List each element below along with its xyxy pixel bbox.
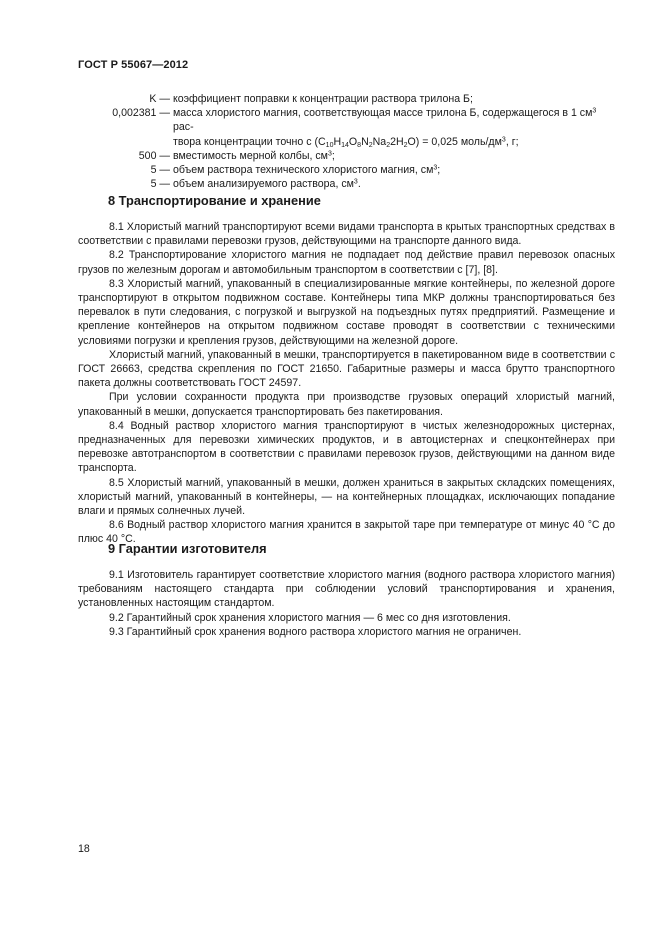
- legend-row-500: [78, 149, 608, 163]
- paragraph: При условии сохранности продукта при производстве грузовых операций хлористый магний, упакованный в мешки, допускается транспортировать без пакетирования.: [78, 391, 615, 418]
- paragraph: 9.2 Гарантийный срок хранения хлористого магния — 6 мес со дня изготовления.: [109, 611, 511, 624]
- legend-row-mass-continuation: твора концентрации точно с $(C_{10}H_{14}O_8N_2Na_22H_2O) = 0,025$ моль/$дм^3$, г;: [173, 135, 519, 149]
- legend-text: объем анализируемого раствора, $см^3$.: [173, 178, 361, 191]
- paragraph: 8.5 Хлористый магний, упакованный в мешки, должен храниться в закрытых складских помещениях, хлористый магний, упакованный в контейнеры, — на контейнерных площадках, исключающих попадание влаги и прямых солнечных лучей.: [78, 476, 615, 518]
- page-number: 18: [78, 843, 90, 855]
- paragraph: 9.1 Изготовитель гарантирует соответствие хлористого магния (водного раствора хлористого магния) требованиям настоящего стандарта при соблюдении условий транспортирования и хранения, установленных настоящим стандартом.: [78, 569, 615, 610]
- legend-symbol: 5 —: [150, 164, 170, 177]
- section-heading: 8 Транспортирование и хранение: [108, 193, 321, 208]
- formula-legend: [78, 92, 608, 191]
- legend-symbol: 5 —: [150, 178, 170, 191]
- legend-symbol: 500 —: [138, 149, 170, 162]
- legend-text: объем раствора технического хлористого магния, $см^3$;: [173, 164, 441, 177]
- legend-text: вместимость мерной колбы, $см^3$;: [173, 149, 335, 162]
- section-heading: 9 Гарантии изготовителя: [108, 541, 267, 556]
- paragraph: Хлористый магний, упакованный в мешки, транспортируется в пакетированном виде в соответствии с ГОСТ 26663, средства скрепления по ГОСТ 21650. Габаритные размеры и масса брутто транспортного пакета должны соответствовать ГОСТ 24597.: [78, 348, 615, 390]
- legend-text: коэффициент поправки к концентрации раствора трилона Б;: [173, 93, 473, 105]
- document-header: ГОСТ Р 55067—2012: [78, 59, 189, 71]
- paragraph: 8.4 Водный раствор хлористого магния транспортируют в чистых железнодорожных цистернах, предназначенных для перевозки химических продуктов, и в автоцистернах и спецконтейнерах при перевозке автотранспортом в соответствии с правилами перевозок грузов, действующими на данном виде транспорта.: [78, 419, 615, 475]
- legend-row-mass: [78, 106, 608, 134]
- legend-row-5a: [78, 163, 608, 177]
- legend-row-5b: [78, 177, 608, 191]
- paragraph: 8.1 Хлористый магний транспортируют всеми видами транспорта в крытых транспортных средствах в соответствии с правилами перевозки грузов, действующими на транспорте данного вида.: [78, 221, 615, 248]
- legend-row-k: [78, 92, 608, 106]
- paragraph: 8.2 Транспортирование хлористого магния не подпадает под действие правил перевозок опасных грузов по железным дорогам и автомобильным транспортом в соответствии с [7], [8].: [78, 249, 615, 276]
- paragraph: 8.3 Хлористый магний, упакованный в специализированные мягкие контейнеры, по железной дороге транспортируют в открытом подвижном составе. Контейнеры типа МКР должны транспортироваться без перевалок в пути следования, с погрузкой и выгрузкой на подъездных путях предприятий. Размещение и крепление контейнеров на открытом подвижном составе проводят в соответствии с техническими условиями погрузки и крепления грузов, действующими на железной дороге.: [78, 277, 615, 347]
- legend-symbol: 0,002381 —: [112, 107, 170, 120]
- section-9: [78, 541, 615, 639]
- paragraph: 8.6 Водный раствор хлористого магния хранится в закрытой таре при температуре от минус 40 °С до плюс 40 °С.: [78, 519, 615, 546]
- section-8: [78, 193, 615, 547]
- legend-symbol: K —: [149, 93, 170, 105]
- paragraph: 9.3 Гарантийный срок хранения водного раствора хлористого магния не ограничен.: [109, 625, 522, 638]
- legend-text: масса хлористого магния, соответствующая массе трилона Б, содержащегося в 1 $см^3$ рас-: [173, 107, 597, 134]
